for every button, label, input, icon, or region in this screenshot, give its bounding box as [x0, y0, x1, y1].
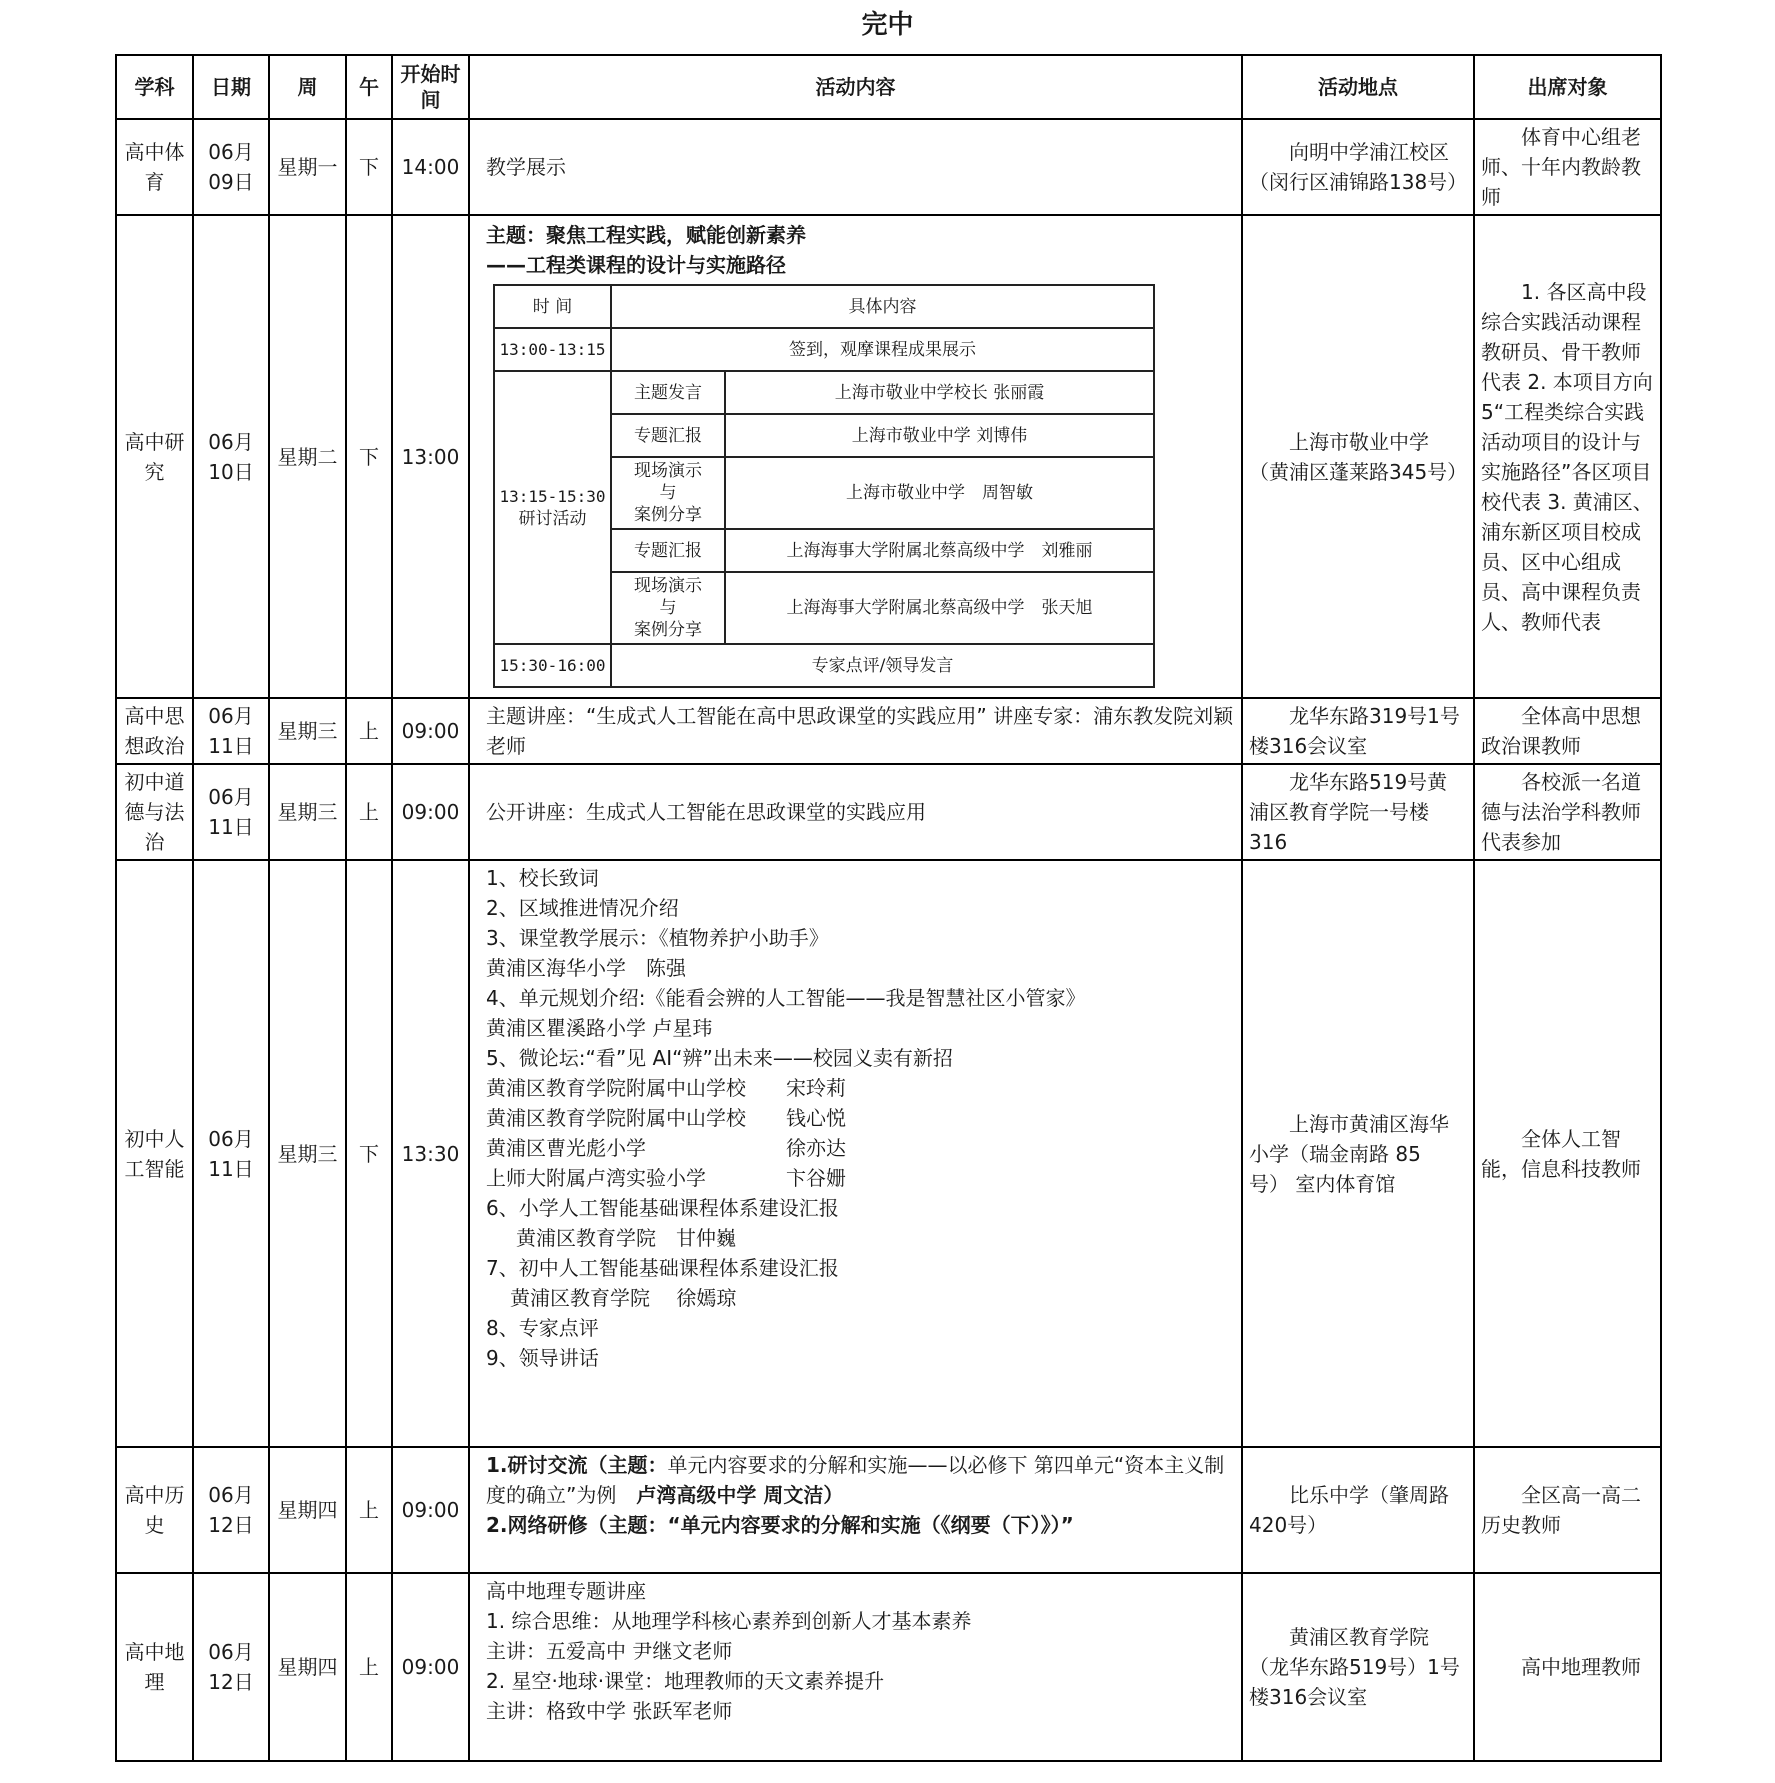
cell-location: 向明中学浦江校区（闵行区浦锦路138号）	[1242, 119, 1474, 215]
program-header-time: 时 间	[494, 285, 611, 328]
content-line: 7、初中人工智能基础课程体系建设汇报	[486, 1256, 839, 1280]
cell-audience: 全体人工智能，信息科技教师	[1474, 860, 1661, 1447]
content-line: 8、专家点评	[486, 1316, 599, 1340]
history-online-session: 2.网络研修（主题：“单元内容要求的分解和实施（《纲要（下）》）”	[486, 1513, 1074, 1537]
content-line: 6、小学人工智能基础课程体系建设汇报	[486, 1196, 839, 1220]
program-content: 专家点评/领导发言	[611, 644, 1154, 687]
program-time: 13:15-15:30	[499, 486, 606, 506]
header-location: 活动地点	[1242, 55, 1474, 119]
cell-half-day: 下	[346, 119, 392, 215]
cell-start-time: 09:00	[392, 1447, 469, 1573]
program-row	[494, 328, 1154, 371]
cell-start-time: 13:00	[392, 215, 469, 698]
cell-date: 06月09日	[193, 119, 269, 215]
cell-audience: 体育中心组老师、十年内教龄教师	[1474, 119, 1661, 215]
table-row	[116, 860, 1661, 1447]
program-row	[494, 371, 1154, 414]
theme-subtitle: ——工程类课程的设计与实施路径	[486, 253, 786, 277]
cell-half-day: 上	[346, 698, 392, 764]
cell-subject: 初中人工智能	[116, 860, 193, 1447]
table-row	[116, 764, 1661, 860]
cell-weekday: 星期二	[269, 215, 346, 698]
content-line: 黄浦区瞿溪路小学 卢星玮	[486, 1016, 713, 1040]
header-weekday: 周	[269, 55, 346, 119]
cell-content	[469, 215, 1242, 698]
header-subject: 学科	[116, 55, 193, 119]
cell-start-time: 09:00	[392, 698, 469, 764]
cell-subject: 高中历史	[116, 1447, 193, 1573]
program-item-type	[611, 457, 725, 529]
cell-location: 上海市黄浦区海华小学（瑞金南路 85 号） 室内体育馆	[1242, 860, 1474, 1447]
cell-half-day: 下	[346, 215, 392, 698]
table-row	[116, 1447, 1661, 1573]
content-line: 上师大附属卢湾实验小学 卞谷姗	[486, 1166, 846, 1190]
content-line: 9、领导讲话	[486, 1346, 599, 1370]
page-title: 完中	[861, 10, 914, 40]
cell-half-day: 上	[346, 1447, 392, 1573]
cell-subject: 高中地理	[116, 1573, 193, 1761]
cell-weekday: 星期三	[269, 764, 346, 860]
header-date: 日期	[193, 55, 269, 119]
table-header-row	[116, 55, 1661, 119]
program-item-type-line: 案例分享	[634, 505, 702, 525]
cell-location: 黄浦区教育学院（龙华东路519号）1号楼316会议室	[1242, 1573, 1474, 1761]
content-line: 黄浦区教育学院 甘仲巍	[516, 1226, 736, 1250]
cell-weekday: 星期一	[269, 119, 346, 215]
program-item-type-line: 现场演示	[634, 576, 702, 596]
program-item-type-line: 与	[659, 598, 677, 618]
cell-audience: 高中地理教师	[1474, 1573, 1661, 1761]
content-line: 2、区域推进情况介绍	[486, 896, 679, 920]
program-table	[493, 284, 1155, 688]
program-item-speaker: 上海市敬业中学校长 张丽霞	[725, 371, 1154, 414]
cell-content	[469, 1573, 1242, 1761]
cell-audience: 1. 各区高中段综合实践活动课程教研员、骨干教师代表 2. 本项目方向5“工程类综合实践活动项目的设计与实施路径”各区项目校代表 3. 黄浦区、浦东新区项目校成员、区中心组成员、高中课程负责人、教师代表	[1474, 215, 1661, 698]
cell-half-day: 下	[346, 860, 392, 1447]
program-item-speaker: 上海市敬业中学 周智敏	[725, 457, 1154, 529]
cell-start-time: 13:30	[392, 860, 469, 1447]
program-item-type: 专题汇报	[611, 414, 725, 457]
cell-subject: 高中体育	[116, 119, 193, 215]
content-line: 教学展示	[486, 155, 566, 179]
program-time-label: 研讨活动	[518, 508, 587, 529]
table-row	[116, 215, 1661, 698]
cell-date: 06月11日	[193, 860, 269, 1447]
history-topic-label: 1.研讨交流（主题：	[486, 1453, 668, 1477]
content-line: 主讲：五爱高中 尹继文老师	[486, 1639, 733, 1663]
header-start-time: 开始时间	[392, 55, 469, 119]
content-line: 黄浦区海华小学 陈强	[486, 956, 686, 980]
program-item-type-line: 案例分享	[634, 620, 702, 640]
cell-content	[469, 1447, 1242, 1573]
cell-weekday: 星期四	[269, 1447, 346, 1573]
cell-start-time: 14:00	[392, 119, 469, 215]
cell-audience: 全区高一高二历史教师	[1474, 1447, 1661, 1573]
content-line: 5、微论坛:“看”见 AI“辨”出未来——校园义卖有新招	[486, 1046, 953, 1070]
cell-subject: 初中道德与法治	[116, 764, 193, 860]
cell-content: 主题讲座：“生成式人工智能在高中思政课堂的实践应用” 讲座专家：浦东教发院刘颖老师	[469, 698, 1242, 764]
content-line: 高中地理专题讲座	[486, 1579, 646, 1603]
cell-weekday: 星期四	[269, 1573, 346, 1761]
schedule-table	[115, 54, 1662, 1762]
program-item-speaker: 上海市敬业中学 刘博伟	[725, 414, 1154, 457]
content-line: 主讲：格致中学 张跃军老师	[486, 1699, 733, 1723]
program-time: 15:30-16:00	[494, 644, 611, 687]
cell-location: 龙华东路519号黄浦区教育学院一号楼316	[1242, 764, 1474, 860]
content-line: 2. 星空·地球·课堂：地理教师的天文素养提升	[486, 1669, 885, 1693]
program-row	[494, 644, 1154, 687]
cell-half-day: 上	[346, 764, 392, 860]
header-audience: 出席对象	[1474, 55, 1661, 119]
cell-location: 比乐中学（肇周路420号）	[1242, 1447, 1474, 1573]
cell-content	[469, 119, 1242, 215]
program-item-type: 专题汇报	[611, 529, 725, 572]
cell-date: 06月12日	[193, 1573, 269, 1761]
content-line: 黄浦区教育学院附属中山学校 钱心悦	[486, 1106, 846, 1130]
program-item-type-line: 现场演示	[634, 461, 702, 481]
cell-content	[469, 860, 1242, 1447]
cell-audience: 各校派一名道德与法治学科教师代表参加	[1474, 764, 1661, 860]
program-item-speaker: 上海海事大学附属北蔡高级中学 刘雅丽	[725, 529, 1154, 572]
cell-content: 公开讲座：生成式人工智能在思政课堂的实践应用	[469, 764, 1242, 860]
cell-date: 06月10日	[193, 215, 269, 698]
cell-location: 上海市敬业中学（黄浦区蓬莱路345号）	[1242, 215, 1474, 698]
program-item-type: 主题发言	[611, 371, 725, 414]
cell-subject: 高中思想政治	[116, 698, 193, 764]
content-line: 黄浦区曹光彪小学 徐亦达	[486, 1136, 846, 1160]
table-row	[116, 698, 1661, 764]
content-line: 黄浦区教育学院 徐嫣琼	[510, 1286, 737, 1310]
program-wrapper	[486, 280, 1241, 694]
cell-location: 龙华东路319号1号楼316会议室	[1242, 698, 1474, 764]
cell-date: 06月12日	[193, 1447, 269, 1573]
cell-date: 06月11日	[193, 698, 269, 764]
cell-start-time: 09:00	[392, 764, 469, 860]
content-line: 4、单元规划介绍:《能看会辨的人工智能——我是智慧社区小管家》	[486, 986, 1086, 1010]
program-item-type	[611, 572, 725, 644]
cell-date: 06月11日	[193, 764, 269, 860]
history-presenter: 卢湾高级中学 周文洁）	[636, 1483, 844, 1507]
program-header-row	[494, 285, 1154, 328]
program-header-detail: 具体内容	[611, 285, 1154, 328]
cell-weekday: 星期三	[269, 860, 346, 1447]
cell-start-time: 09:00	[392, 1573, 469, 1761]
program-item-speaker: 上海海事大学附属北蔡高级中学 张天旭	[725, 572, 1154, 644]
content-line: 1. 综合思维：从地理学科核心素养到创新人才基本素养	[486, 1609, 972, 1633]
table-row	[116, 1573, 1661, 1761]
program-time: 13:00-13:15	[494, 328, 611, 371]
history-topic-text: 单元内容要求的分解和实施——以必修下 第四单元“资本主义制度的确立”为例	[486, 1453, 1225, 1507]
cell-weekday: 星期三	[269, 698, 346, 764]
content-line: 1、校长致词	[486, 866, 599, 890]
cell-audience: 全体高中思想政治课教师	[1474, 698, 1661, 764]
header-content: 活动内容	[469, 55, 1242, 119]
program-content: 签到，观摩课程成果展示	[611, 328, 1154, 371]
table-row	[116, 119, 1661, 215]
content-line: 黄浦区教育学院附属中山学校 宋玲莉	[486, 1076, 846, 1100]
cell-subject: 高中研究	[116, 215, 193, 698]
cell-half-day: 上	[346, 1573, 392, 1761]
content-line: 3、课堂教学展示：《植物养护小助手》	[486, 926, 829, 950]
program-item-type-line: 与	[659, 483, 677, 503]
program-time-block	[494, 371, 611, 644]
header-half-day: 午	[346, 55, 392, 119]
theme-line: 主题：聚焦工程实践，赋能创新素养	[486, 223, 806, 247]
